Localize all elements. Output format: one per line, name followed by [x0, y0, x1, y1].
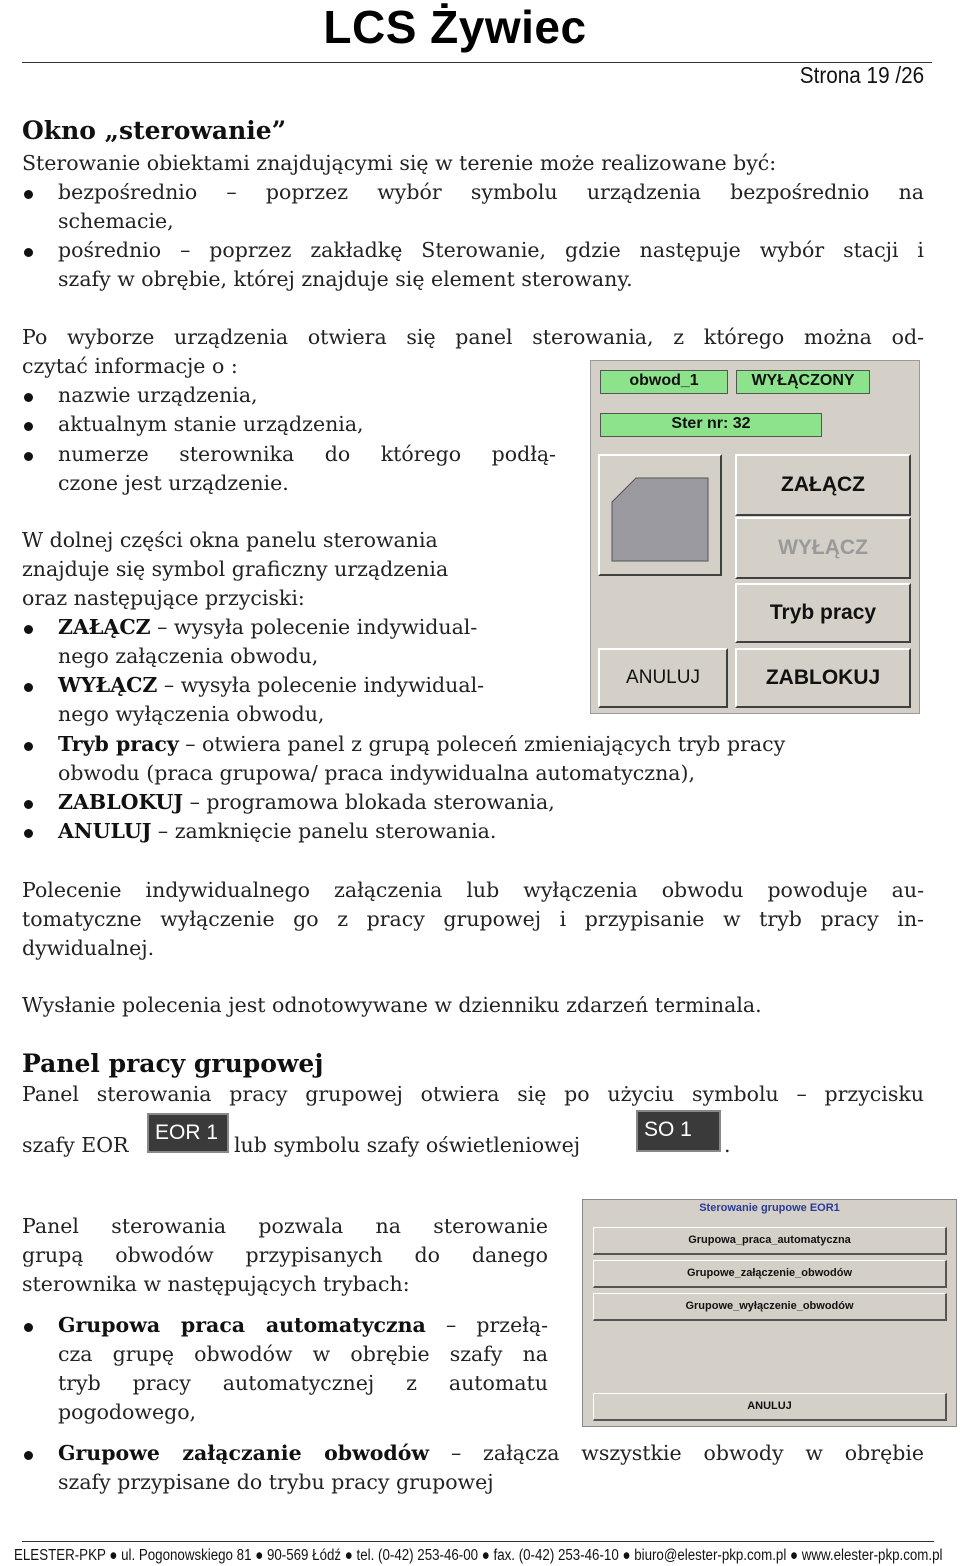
bullet-text: aktualnym stanie urządzenia, [58, 412, 364, 436]
paragraph-line: sterownika w następujących trybach: [22, 1272, 410, 1296]
bullet-text: schemacie, [58, 209, 174, 233]
bullet-desc: – zamknięcie panelu sterowania. [151, 819, 497, 843]
bullet-bold-label: Grupowe załączanie obwodów [58, 1441, 430, 1465]
bullet-text: cza grupę obwodów w obrębie szafy na [58, 1342, 548, 1366]
paragraph-line: Po wyborze urządzenia otwiera się panel sterowania, z którego można od- [22, 325, 924, 349]
paragraph-line: lub symbolu szafy oświetleniowej [234, 1133, 581, 1157]
paragraph-intro: Sterowanie obiektami znajdującymi się w terenie może realizowane być: [22, 151, 777, 175]
paragraph-line: Panel sterowania pozwala na sterowanie [22, 1214, 548, 1238]
bullet-dot [24, 625, 33, 634]
bullet-text: nego załączenia obwodu, [58, 644, 319, 668]
bullet-dot [24, 1451, 33, 1460]
bullet-text: szafy przypisane do trybu pracy grupowej [58, 1470, 494, 1494]
switch-on-button[interactable]: ZAŁĄCZ [735, 454, 911, 516]
paragraph-line: Panel sterowania pracy grupowej otwiera się po użyciu symbolu – przycisku [22, 1082, 924, 1106]
device-name-field: obwod_1 [600, 370, 728, 394]
bullet-text: pośrednio – poprzez zakładkę Sterowanie, gdzie następuje wybór stacji i [58, 238, 924, 262]
paragraph-line: W dolnej części okna panelu sterowania [22, 528, 438, 552]
bullet-desc: – przełą- [425, 1313, 549, 1337]
group-control-window [582, 1199, 957, 1427]
switch-off-button[interactable]: WYŁĄCZ [735, 517, 911, 579]
control-panel-window [590, 360, 920, 714]
bullet-text: numerze sterownika do którego podłą- [58, 442, 556, 466]
bullet-desc: – wysyła polecenie indywidual- [150, 615, 478, 639]
paragraph-line: Wysłanie polecenia jest odnotowywane w dzienniku zdarzeń terminala. [22, 993, 762, 1017]
bullet-text: nazwie urządzenia, [58, 383, 258, 407]
group-auto-mode-button[interactable]: Grupowa_praca_automatyczna [593, 1227, 947, 1255]
bullet-bold-label: ANULUJ [58, 819, 152, 843]
controller-number-field: Ster nr: 32 [600, 413, 822, 437]
bullet-dot [24, 452, 33, 461]
bullet-text: obwodu (praca grupowa/ praca indywidualna automatyczna), [58, 761, 696, 785]
bullet-text: nego wyłączenia obwodu, [58, 702, 325, 726]
bullet-dot [24, 422, 33, 431]
header-divider [22, 62, 932, 63]
bullet-dot [24, 393, 33, 402]
bullet-text [58, 613, 477, 642]
bullet-dot [24, 190, 33, 199]
bullet-desc: – programowa blokada sterowania, [183, 790, 555, 814]
group-switch-off-button[interactable]: Grupowe_wyłączenie_obwodów [593, 1293, 947, 1321]
bullet-text: bezpośrednio – poprzez wybór symbolu urządzenia bezpośrednio na [58, 180, 924, 204]
bullet-text: pogodowego, [58, 1400, 197, 1424]
group-cancel-button[interactable]: ANULUJ [593, 1393, 947, 1421]
block-button[interactable]: ZABLOKUJ [735, 648, 911, 708]
bullet-text: czone jest urządzenie. [58, 471, 289, 495]
cancel-button[interactable]: ANULUJ [598, 648, 728, 708]
device-symbol-frame [598, 454, 722, 576]
so-cabinet-symbol[interactable] [636, 1110, 721, 1152]
page-number: Strona 19 /26 [799, 62, 924, 88]
bullet-dot [24, 248, 33, 257]
eor-cabinet-symbol[interactable] [147, 1113, 229, 1153]
footer-divider [22, 1541, 934, 1542]
group-control-title: Sterowanie grupowe EOR1 [699, 1202, 840, 1214]
bullet-text [58, 817, 496, 846]
paragraph-line: grupą obwodów przypisanych do danego [22, 1243, 548, 1267]
paragraph-line: oraz następujące przyciski: [22, 586, 305, 610]
section-heading-okno: Okno „sterowanie” [22, 116, 287, 145]
paragraph-line: dywidualnej. [22, 936, 155, 960]
bullet-bold-label: ZABLOKUJ [58, 790, 184, 814]
bullet-text: tryb pracy automatycznej z automatu [58, 1371, 548, 1395]
paragraph-line: szafy EOR [22, 1133, 129, 1157]
bullet-text [58, 671, 484, 700]
bullet-dot [24, 1323, 33, 1332]
bullet-bold-label: ZAŁĄCZ [58, 615, 151, 639]
bullet-bold-label: Grupowa praca automatyczna [58, 1313, 426, 1337]
bullet-bold-label: Tryb pracy [58, 732, 179, 756]
bullet-desc: – otwiera panel z grupą poleceń zmieniających tryb pracy [178, 732, 786, 756]
paragraph-line: tomatyczne wyłączenie go z pracy grupowej i przypisanie w tryb pracy in- [22, 907, 924, 931]
bullet-text [58, 1439, 924, 1468]
device-state-field: WYŁĄCZONY [736, 370, 870, 394]
paragraph-line: czytać informacje o : [22, 354, 238, 378]
bullet-text [58, 788, 555, 817]
section-heading-panel-grupowy: Panel pracy grupowej [22, 1049, 324, 1078]
paragraph-line: . [724, 1133, 731, 1157]
bullet-desc: – wysyła polecenie indywidual- [157, 673, 485, 697]
bullet-bold-label: WYŁĄCZ [58, 673, 158, 697]
paragraph-line: znajduje się symbol graficzny urządzenia [22, 557, 449, 581]
footer-contact: ELESTER-PKP ● ul. Pogonowskiego 81 ● 90-569 Łódź ● tel. (0-42) 253-46-00 ● fax. (0-42) 253-46-10 ● biuro@elester-pkp.com.pl ● www.elester-pkp.com.pl [14, 1547, 943, 1564]
bullet-dot [24, 742, 33, 751]
bullet-dot [24, 800, 33, 809]
eor-symbol-label: EOR 1 [155, 1121, 219, 1144]
group-switch-on-button[interactable]: Grupowe_załączenie_obwodów [593, 1260, 947, 1288]
so-symbol-label: SO 1 [644, 1118, 692, 1141]
page-header-title: LCS Żywiec [323, 1, 587, 53]
bullet-text: szafy w obrębie, której znajduje się element sterowany. [58, 267, 633, 291]
bullet-text [58, 730, 785, 759]
device-symbol-icon [600, 456, 720, 574]
bullet-dot [24, 829, 33, 838]
bullet-desc: – załącza wszystkie obwody w obrębie [429, 1441, 925, 1465]
bullet-dot [24, 683, 33, 692]
mode-button[interactable]: Tryb pracy [735, 583, 911, 643]
bullet-text [58, 1311, 548, 1340]
paragraph-line: Polecenie indywidualnego załączenia lub wyłączenia obwodu powoduje au- [22, 878, 924, 902]
